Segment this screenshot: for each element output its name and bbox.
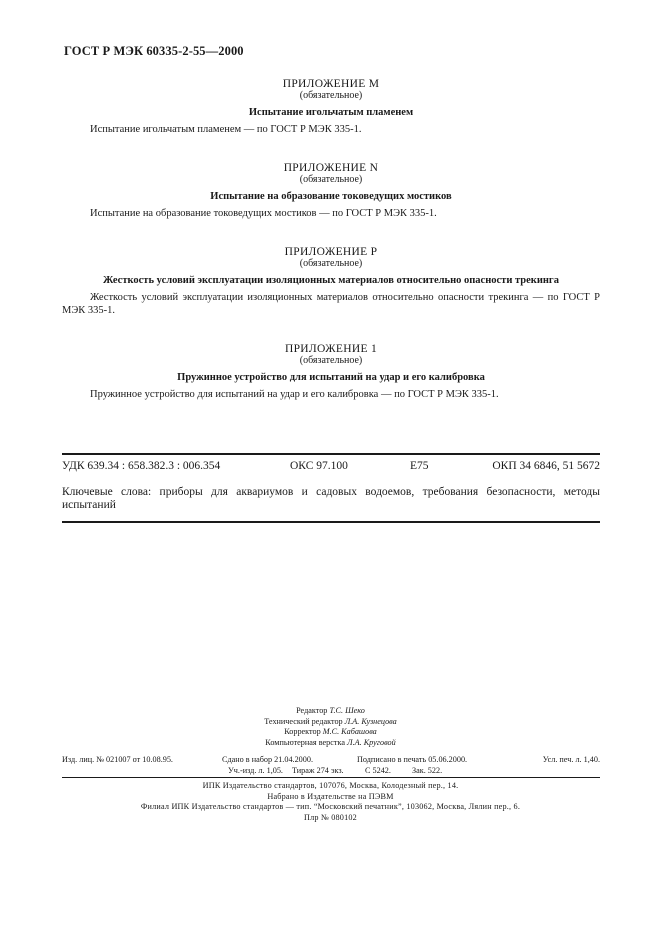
keywords: Ключевые слова: приборы для аквариумов и садовых водоемов, требования безопасности, методы испытаний [62, 486, 600, 511]
publisher-divider [62, 777, 600, 778]
layout-name: Л.А. Круговой [347, 737, 396, 747]
appendix-body: Жесткость условий эксплуатации изоляционных материалов относительно опасности трекинга — по ГОСТ Р МЭК 335-1. [62, 292, 600, 316]
appendix-subtitle: (обязательное) [299, 258, 363, 269]
appendix-subtitle: (обязательное) [299, 174, 363, 185]
tech-editor-name: Л.А. Кузнецова [344, 716, 397, 726]
appendix-m [62, 78, 600, 137]
order-number: Зак. 522. [412, 766, 443, 775]
appendix-heading: Пружинное устройство для испытаний на удар и его калибровка [177, 372, 485, 383]
okp-code: ОКП 34 6846, 51 5672 [492, 460, 600, 472]
appendix-title: ПРИЛОЖЕНИЕ N [283, 162, 379, 174]
layout-line: Компьютерная верстка Л.А. Круговой [265, 737, 396, 747]
editor-line: Редактор Т.С. Шеко [296, 706, 365, 715]
tech-editor-line: Технический редактор Л.А. Кузнецова [264, 716, 397, 726]
bottom-divider [62, 521, 600, 523]
publisher-line-1: ИПК Издательство стандартов, 107076, Москва, Колодезный пер., 14. [202, 781, 459, 790]
appendix-n [62, 162, 600, 221]
publisher-block [0, 781, 661, 823]
c-number: С 5242. [365, 766, 391, 775]
appendix-title: ПРИЛОЖЕНИЕ P [284, 246, 378, 258]
submitted-date: Сдано в набор 21.04.2000. [222, 755, 314, 764]
editor-name: Т.С. Шеко [329, 706, 365, 715]
appendix-body: Испытание игольчатым пламенем — по ГОСТ Р МЭК 335-1. [90, 124, 362, 135]
corrector-name: М.С. Кабашова [322, 727, 377, 736]
credits-block [0, 706, 661, 748]
license: Изд. лиц. № 021007 от 10.08.95. [62, 755, 173, 764]
appendix-heading: Испытание игольчатым пламенем [248, 107, 414, 118]
udk-code: УДК 639.34 : 658.382.3 : 006.354 [62, 460, 221, 472]
appendix-subtitle: (обязательное) [299, 90, 363, 101]
circulation: Тираж 274 экз. [292, 766, 344, 775]
pub-sheets: Уч.-изд. л. 1,05. [228, 766, 283, 775]
appendix-1 [62, 343, 600, 402]
classification-row [62, 460, 600, 474]
appendix-heading: Испытание на образование токоведущих мостиков [210, 191, 452, 202]
print-sheets: Усл. печ. л. 1,40. [542, 755, 600, 764]
appendix-title: ПРИЛОЖЕНИЕ 1 [284, 343, 377, 355]
appendix-body: Испытание на образование токоведущих мостиков — по ГОСТ Р МЭК 335-1. [90, 208, 437, 219]
corrector-line: Корректор М.С. Кабашова [284, 727, 377, 736]
publisher-line-3: Филиал ИПК Издательство стандартов — тип. “Московский печатник”, 103062, Москва, Лялин пер., 6. [140, 802, 521, 811]
e-code: Е75 [410, 460, 429, 472]
signed-date: Подписано в печать 05.06.2000. [357, 755, 468, 764]
appendix-p [62, 246, 600, 317]
appendix-title: ПРИЛОЖЕНИЕ M [282, 78, 380, 90]
oks-code: ОКС 97.100 [290, 460, 348, 472]
top-divider [62, 453, 600, 455]
appendix-heading: Жесткость условий эксплуатации изоляционных материалов относительно опасности трекинга [103, 275, 559, 286]
publisher-line-4: Плр № 080102 [304, 812, 357, 822]
appendix-subtitle: (обязательное) [299, 355, 363, 366]
publisher-line-2: Набрано в Издательстве на ПЭВМ [267, 791, 394, 801]
document-code: ГОСТ Р МЭК 60335-2-55—2000 [64, 44, 244, 58]
appendix-body: Пружинное устройство для испытаний на удар и его калибровка — по ГОСТ Р МЭК 335-1. [90, 389, 499, 400]
